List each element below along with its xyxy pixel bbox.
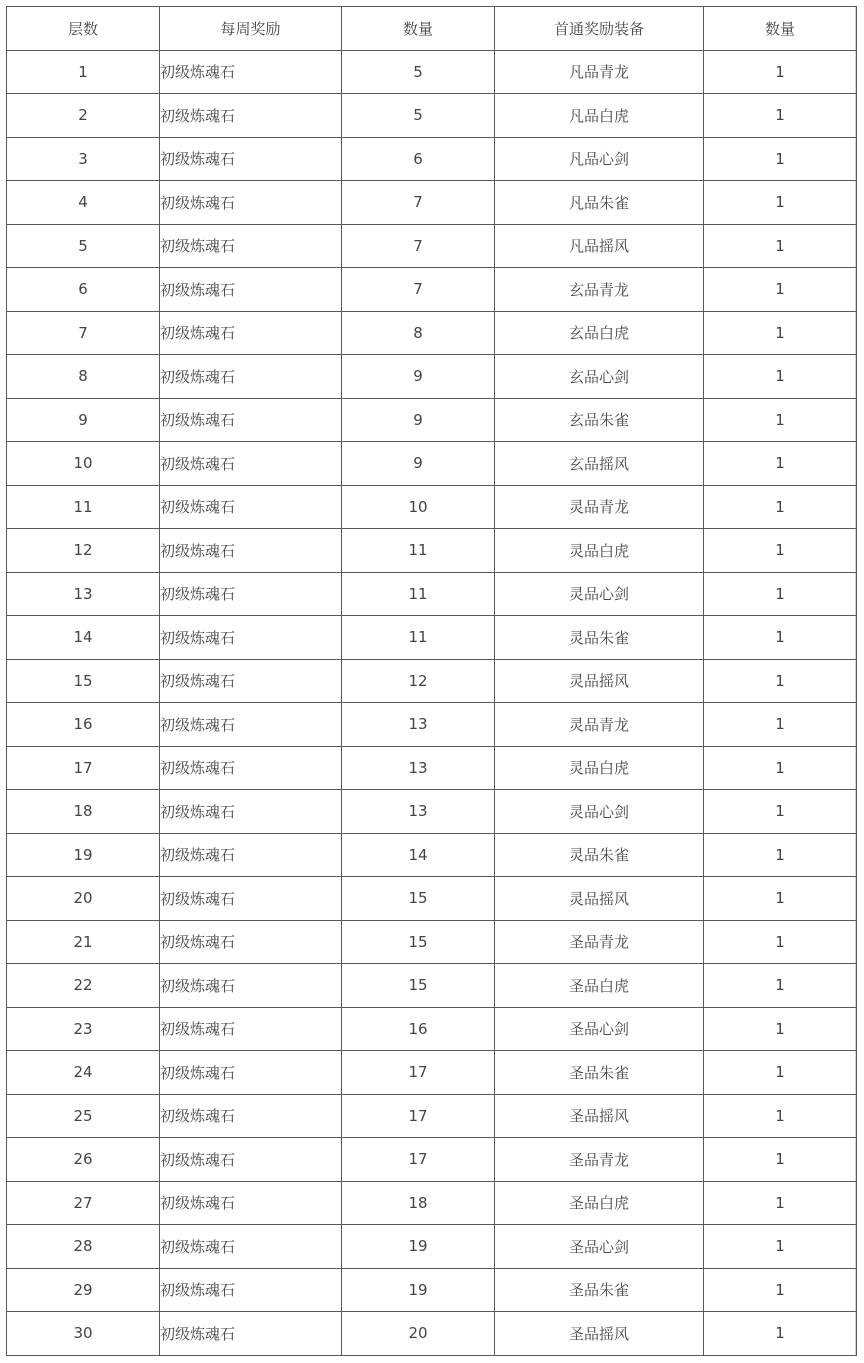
cell-reward-quantity: 11 — [342, 572, 495, 616]
table-row — [7, 833, 857, 877]
cell-equipment-quantity: 1 — [704, 703, 857, 747]
cell-floor: 19 — [7, 833, 160, 877]
cell-equipment-quantity: 1 — [704, 442, 857, 486]
table-row — [7, 137, 857, 181]
cell-reward-quantity: 11 — [342, 529, 495, 573]
cell-first-clear-equipment: 灵品心剑 — [495, 572, 704, 616]
table-row — [7, 224, 857, 268]
cell-reward-quantity: 12 — [342, 659, 495, 703]
cell-first-clear-equipment: 灵品朱雀 — [495, 833, 704, 877]
cell-weekly-reward: 初级炼魂石 — [160, 268, 342, 312]
cell-equipment-quantity: 1 — [704, 1181, 857, 1225]
table-row — [7, 964, 857, 1008]
table-row — [7, 616, 857, 660]
table-row — [7, 1138, 857, 1182]
cell-floor: 12 — [7, 529, 160, 573]
cell-weekly-reward: 初级炼魂石 — [160, 355, 342, 399]
table-row — [7, 529, 857, 573]
cell-floor: 22 — [7, 964, 160, 1008]
header-equipment-quantity: 数量 — [704, 7, 857, 51]
cell-weekly-reward: 初级炼魂石 — [160, 790, 342, 834]
cell-weekly-reward: 初级炼魂石 — [160, 833, 342, 877]
cell-equipment-quantity: 1 — [704, 94, 857, 138]
cell-first-clear-equipment: 凡品青龙 — [495, 50, 704, 94]
table-row — [7, 355, 857, 399]
cell-weekly-reward: 初级炼魂石 — [160, 1181, 342, 1225]
cell-equipment-quantity: 1 — [704, 1007, 857, 1051]
table-row — [7, 1312, 857, 1356]
cell-reward-quantity: 7 — [342, 268, 495, 312]
cell-equipment-quantity: 1 — [704, 572, 857, 616]
table-row — [7, 572, 857, 616]
cell-equipment-quantity: 1 — [704, 1094, 857, 1138]
cell-weekly-reward: 初级炼魂石 — [160, 572, 342, 616]
cell-weekly-reward: 初级炼魂石 — [160, 137, 342, 181]
cell-equipment-quantity: 1 — [704, 1225, 857, 1269]
cell-floor: 23 — [7, 1007, 160, 1051]
cell-floor: 20 — [7, 877, 160, 921]
table-row — [7, 1094, 857, 1138]
header-first-clear-equipment: 首通奖励装备 — [495, 7, 704, 51]
cell-reward-quantity: 13 — [342, 746, 495, 790]
cell-equipment-quantity: 1 — [704, 746, 857, 790]
cell-reward-quantity: 9 — [342, 355, 495, 399]
cell-first-clear-equipment: 灵品摇风 — [495, 877, 704, 921]
cell-weekly-reward: 初级炼魂石 — [160, 485, 342, 529]
cell-reward-quantity: 8 — [342, 311, 495, 355]
cell-floor: 4 — [7, 181, 160, 225]
cell-weekly-reward: 初级炼魂石 — [160, 877, 342, 921]
cell-equipment-quantity: 1 — [704, 964, 857, 1008]
table-body — [7, 50, 857, 1355]
cell-reward-quantity: 13 — [342, 703, 495, 747]
cell-floor: 5 — [7, 224, 160, 268]
table-row — [7, 1225, 857, 1269]
cell-equipment-quantity: 1 — [704, 659, 857, 703]
cell-equipment-quantity: 1 — [704, 529, 857, 573]
cell-equipment-quantity: 1 — [704, 311, 857, 355]
header-floor: 层数 — [7, 7, 160, 51]
cell-first-clear-equipment: 圣品青龙 — [495, 1138, 704, 1182]
cell-floor: 3 — [7, 137, 160, 181]
table-row — [7, 659, 857, 703]
cell-floor: 21 — [7, 920, 160, 964]
cell-floor: 24 — [7, 1051, 160, 1095]
table-row — [7, 703, 857, 747]
cell-first-clear-equipment: 圣品青龙 — [495, 920, 704, 964]
cell-floor: 26 — [7, 1138, 160, 1182]
cell-floor: 2 — [7, 94, 160, 138]
cell-weekly-reward: 初级炼魂石 — [160, 1225, 342, 1269]
cell-equipment-quantity: 1 — [704, 485, 857, 529]
cell-equipment-quantity: 1 — [704, 398, 857, 442]
cell-weekly-reward: 初级炼魂石 — [160, 920, 342, 964]
cell-floor: 15 — [7, 659, 160, 703]
cell-weekly-reward: 初级炼魂石 — [160, 659, 342, 703]
table-row — [7, 1268, 857, 1312]
cell-weekly-reward: 初级炼魂石 — [160, 964, 342, 1008]
cell-reward-quantity: 15 — [342, 964, 495, 1008]
cell-equipment-quantity: 1 — [704, 1051, 857, 1095]
table-row — [7, 94, 857, 138]
cell-reward-quantity: 15 — [342, 920, 495, 964]
cell-floor: 8 — [7, 355, 160, 399]
cell-first-clear-equipment: 灵品摇风 — [495, 659, 704, 703]
cell-floor: 30 — [7, 1312, 160, 1356]
cell-floor: 6 — [7, 268, 160, 312]
cell-first-clear-equipment: 圣品白虎 — [495, 1181, 704, 1225]
cell-first-clear-equipment: 灵品朱雀 — [495, 616, 704, 660]
cell-floor: 1 — [7, 50, 160, 94]
cell-weekly-reward: 初级炼魂石 — [160, 1007, 342, 1051]
cell-floor: 10 — [7, 442, 160, 486]
table-frame — [6, 6, 856, 1356]
table-row — [7, 268, 857, 312]
floor-reward-table — [6, 6, 857, 1356]
cell-equipment-quantity: 1 — [704, 1312, 857, 1356]
table-row — [7, 920, 857, 964]
cell-weekly-reward: 初级炼魂石 — [160, 746, 342, 790]
cell-floor: 28 — [7, 1225, 160, 1269]
table-row — [7, 1007, 857, 1051]
cell-floor: 9 — [7, 398, 160, 442]
cell-equipment-quantity: 1 — [704, 616, 857, 660]
cell-reward-quantity: 11 — [342, 616, 495, 660]
cell-reward-quantity: 9 — [342, 442, 495, 486]
cell-reward-quantity: 15 — [342, 877, 495, 921]
cell-reward-quantity: 16 — [342, 1007, 495, 1051]
cell-equipment-quantity: 1 — [704, 268, 857, 312]
cell-equipment-quantity: 1 — [704, 181, 857, 225]
cell-first-clear-equipment: 灵品青龙 — [495, 703, 704, 747]
cell-reward-quantity: 5 — [342, 50, 495, 94]
header-reward-quantity: 数量 — [342, 7, 495, 51]
cell-weekly-reward: 初级炼魂石 — [160, 1138, 342, 1182]
cell-reward-quantity: 17 — [342, 1051, 495, 1095]
cell-weekly-reward: 初级炼魂石 — [160, 703, 342, 747]
cell-equipment-quantity: 1 — [704, 1268, 857, 1312]
cell-floor: 27 — [7, 1181, 160, 1225]
cell-first-clear-equipment: 圣品心剑 — [495, 1225, 704, 1269]
cell-reward-quantity: 9 — [342, 398, 495, 442]
cell-reward-quantity: 7 — [342, 181, 495, 225]
table-row — [7, 398, 857, 442]
cell-weekly-reward: 初级炼魂石 — [160, 1051, 342, 1095]
table-header-row — [7, 7, 857, 51]
cell-first-clear-equipment: 圣品摇风 — [495, 1312, 704, 1356]
cell-floor: 7 — [7, 311, 160, 355]
cell-first-clear-equipment: 玄品白虎 — [495, 311, 704, 355]
cell-weekly-reward: 初级炼魂石 — [160, 1094, 342, 1138]
cell-reward-quantity: 6 — [342, 137, 495, 181]
table-row — [7, 442, 857, 486]
cell-equipment-quantity: 1 — [704, 50, 857, 94]
cell-first-clear-equipment: 凡品摇风 — [495, 224, 704, 268]
cell-first-clear-equipment: 玄品摇风 — [495, 442, 704, 486]
table-row — [7, 1051, 857, 1095]
table-row — [7, 311, 857, 355]
table-row — [7, 181, 857, 225]
cell-reward-quantity: 20 — [342, 1312, 495, 1356]
cell-floor: 25 — [7, 1094, 160, 1138]
table-row — [7, 877, 857, 921]
cell-first-clear-equipment: 凡品朱雀 — [495, 181, 704, 225]
cell-equipment-quantity: 1 — [704, 920, 857, 964]
cell-reward-quantity: 17 — [342, 1094, 495, 1138]
cell-reward-quantity: 19 — [342, 1268, 495, 1312]
cell-equipment-quantity: 1 — [704, 877, 857, 921]
cell-reward-quantity: 7 — [342, 224, 495, 268]
cell-equipment-quantity: 1 — [704, 1138, 857, 1182]
table-row — [7, 485, 857, 529]
cell-first-clear-equipment: 灵品白虎 — [495, 746, 704, 790]
cell-reward-quantity: 13 — [342, 790, 495, 834]
cell-equipment-quantity: 1 — [704, 137, 857, 181]
cell-weekly-reward: 初级炼魂石 — [160, 94, 342, 138]
table-row — [7, 50, 857, 94]
table-row — [7, 746, 857, 790]
cell-weekly-reward: 初级炼魂石 — [160, 616, 342, 660]
cell-weekly-reward: 初级炼魂石 — [160, 529, 342, 573]
cell-first-clear-equipment: 圣品朱雀 — [495, 1051, 704, 1095]
cell-reward-quantity: 5 — [342, 94, 495, 138]
cell-equipment-quantity: 1 — [704, 833, 857, 877]
cell-floor: 17 — [7, 746, 160, 790]
cell-floor: 29 — [7, 1268, 160, 1312]
cell-weekly-reward: 初级炼魂石 — [160, 50, 342, 94]
cell-reward-quantity: 17 — [342, 1138, 495, 1182]
cell-reward-quantity: 14 — [342, 833, 495, 877]
cell-equipment-quantity: 1 — [704, 355, 857, 399]
cell-weekly-reward: 初级炼魂石 — [160, 1268, 342, 1312]
table-row — [7, 1181, 857, 1225]
cell-reward-quantity: 18 — [342, 1181, 495, 1225]
cell-reward-quantity: 10 — [342, 485, 495, 529]
cell-weekly-reward: 初级炼魂石 — [160, 442, 342, 486]
cell-weekly-reward: 初级炼魂石 — [160, 311, 342, 355]
cell-equipment-quantity: 1 — [704, 790, 857, 834]
cell-first-clear-equipment: 玄品心剑 — [495, 355, 704, 399]
cell-first-clear-equipment: 凡品心剑 — [495, 137, 704, 181]
cell-first-clear-equipment: 灵品心剑 — [495, 790, 704, 834]
cell-equipment-quantity: 1 — [704, 224, 857, 268]
cell-floor: 14 — [7, 616, 160, 660]
cell-first-clear-equipment: 圣品白虎 — [495, 964, 704, 1008]
cell-floor: 13 — [7, 572, 160, 616]
cell-floor: 18 — [7, 790, 160, 834]
table-row — [7, 790, 857, 834]
cell-floor: 11 — [7, 485, 160, 529]
cell-weekly-reward: 初级炼魂石 — [160, 398, 342, 442]
cell-first-clear-equipment: 圣品朱雀 — [495, 1268, 704, 1312]
cell-weekly-reward: 初级炼魂石 — [160, 1312, 342, 1356]
cell-first-clear-equipment: 灵品白虎 — [495, 529, 704, 573]
header-weekly-reward: 每周奖励 — [160, 7, 342, 51]
cell-weekly-reward: 初级炼魂石 — [160, 224, 342, 268]
cell-weekly-reward: 初级炼魂石 — [160, 181, 342, 225]
cell-reward-quantity: 19 — [342, 1225, 495, 1269]
cell-floor: 16 — [7, 703, 160, 747]
cell-first-clear-equipment: 圣品摇风 — [495, 1094, 704, 1138]
cell-first-clear-equipment: 灵品青龙 — [495, 485, 704, 529]
cell-first-clear-equipment: 玄品青龙 — [495, 268, 704, 312]
cell-first-clear-equipment: 凡品白虎 — [495, 94, 704, 138]
cell-first-clear-equipment: 圣品心剑 — [495, 1007, 704, 1051]
cell-first-clear-equipment: 玄品朱雀 — [495, 398, 704, 442]
